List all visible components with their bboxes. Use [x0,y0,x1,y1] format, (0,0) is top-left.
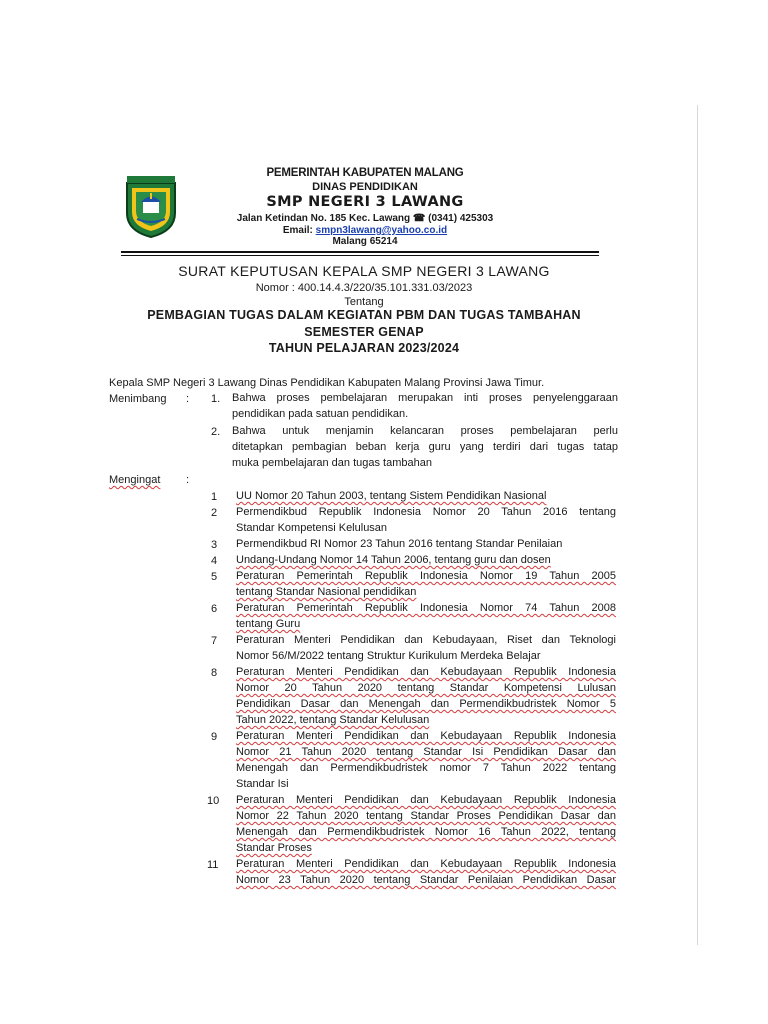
letterhead-divider-thin [121,255,599,256]
decree-title: SURAT KEPUTUSAN KEPALA SMP NEGERI 3 LAWANG [178,263,550,279]
mengingat-label: Mengingat [109,474,161,486]
mengingat-5-line-2: tentang Standar Nasional pendidikan [236,586,417,598]
mengingat-9-line-1: Peraturan Menteri Pendidikan dan Kebudayaan Republik Indonesia [236,730,616,742]
menimbang-2-line-1: Bahwa untuk menjamin kelancaran proses pembelajaran perlu [232,425,618,437]
mengingat-10-line-4: Standar Proses [236,842,312,854]
opening-statement: Kepala SMP Negeri 3 Lawang Dinas Pendidikan Kabupaten Malang Provinsi Jawa Timur. [109,377,545,389]
mengingat-8-line-4: Tahun 2022, tentang Standar Kelulusan [236,714,430,726]
mengingat-10-line-3: Menengah dan Permendikbudristek Nomor 16 Tahun 2022, tentang [236,826,616,838]
mengingat-11-line-1: Peraturan Menteri Pendidikan dan Kebudayaan Republik Indonesia [236,858,616,870]
menimbang-item-2 [232,423,618,471]
mengingat-8-line-2: Nomor 20 Tahun 2020 tentang Standar Kompetensi Lulusan [236,682,616,694]
mengingat-7-line-2: Nomor 56/M/2022 tentang Struktur Kurikulum Merdeka Belajar [236,650,541,662]
menimbang-item-1 [232,390,618,422]
mengingat-item-6 [236,600,616,632]
mengingat-item-5 [236,568,616,600]
letterhead-school-name: SMP NEGERI 3 LAWANG [266,194,464,210]
mengingat-num-3: 3 [211,539,218,551]
mengingat-item-8 [236,664,616,728]
mengingat-item-1 [236,488,616,504]
mengingat-10-line-2: Nomor 22 Tahun 2020 tentang Standar Proses Pendidikan Dasar dan [236,810,616,822]
mengingat-item-7 [236,632,616,664]
menimbang-num-1: 1. [211,393,221,405]
page-edge-line [697,105,698,945]
mengingat-item-11 [236,856,616,888]
mengingat-item-9 [236,728,616,792]
mengingat-num-8: 8 [211,667,218,679]
menimbang-colon: : [186,393,190,405]
menimbang-1-line-1: Bahwa proses pembelajaran merupakan inti proses penyelenggaraan [232,392,618,404]
letterhead-government: PEMERINTAH KABUPATEN MALANG [266,167,464,179]
mengingat-10-line-1: Peraturan Menteri Pendidikan dan Kebudayaan Republik Indonesia [236,794,616,806]
menimbang-2-line-3: muka pembelajaran dan tugas tambahan [232,457,432,469]
decree-subject-line-3: TAHUN PELAJARAN 2023/2024 [268,341,460,355]
decree-tentang: Tentang [344,296,384,308]
mengingat-5-line-1: Peraturan Pemerintah Republik Indonesia Nomor 19 Tahun 2005 [236,570,616,582]
mengingat-11-line-2: Nomor 23 Tahun 2020 tentang Standar Penilaian Pendidikan Dasar [236,874,616,886]
mengingat-item-2 [236,504,616,536]
mengingat-colon: : [186,474,190,486]
menimbang-2-line-2: ditetapkan pembagian beban kerja guru yang terdiri dari tugas tatap [232,441,618,453]
mengingat-num-4: 4 [211,555,218,567]
decree-subject-line-1: PEMBAGIAN TUGAS DALAM KEGIATAN PBM DAN TUGAS TAMBAHAN [147,308,581,322]
mengingat-6-line-2: tentang Guru [236,618,301,630]
mengingat-2-line-1: Permendikbud Republik Indonesia Nomor 20 Tahun 2016 tentang [236,506,616,518]
mengingat-8-line-3: Pendidikan Dasar dan Menengah dan Permendikbudristek Nomor 5 [236,698,616,710]
mengingat-num-11: 11 [207,859,219,871]
mengingat-num-9: 9 [211,731,218,743]
letterhead-address: Jalan Ketindan No. 185 Kec. Lawang ☎ (0341) 425303 [236,213,494,224]
mengingat-num-6: 6 [211,603,218,615]
letterhead-divider-thick [121,251,599,253]
mengingat-num-10: 10 [207,795,220,807]
mengingat-9-line-2: Nomor 21 Tahun 2020 tentang Standar Isi Pendidikan Dasar dan [236,746,616,758]
email-link[interactable]: smpn3lawang@yahoo.co.id [315,225,448,236]
mengingat-2-line-2: Standar Kompetensi Kelulusan [236,522,388,534]
menimbang-num-2: 2. [211,426,221,438]
letterhead-email-line [180,225,550,236]
mengingat-item-3 [236,536,616,552]
kabupaten-malang-logo-icon [123,175,179,239]
mengingat-num-5: 5 [211,571,218,583]
decree-subject-line-2: SEMESTER GENAP [304,325,424,339]
mengingat-8-line-1: Peraturan Menteri Pendidikan dan Kebudayaan Republik Indonesia [236,666,616,678]
letterhead-city: Malang 65214 [332,236,398,247]
decree-number: Nomor : 400.14.4.3/220/35.101.331.03/2023 [255,282,473,294]
mengingat-1-line-1: UU Nomor 20 Tahun 2003, tentang Sistem Pendidikan Nasional [236,490,547,502]
email-label: Email: [282,225,313,236]
mengingat-7-line-1: Peraturan Menteri Pendidikan dan Kebudayaan, Riset dan Teknologi [236,634,616,646]
mengingat-num-2: 2 [211,507,218,519]
mengingat-9-line-4: Standar Isi [236,778,289,790]
mengingat-9-line-3: Menengah dan Permendikbudristek nomor 7 Tahun 2022 tentang [236,762,616,774]
mengingat-6-line-1: Peraturan Pemerintah Republik Indonesia Nomor 74 Tahun 2008 [236,602,616,614]
mengingat-3-line-1: Permendikbud RI Nomor 23 Tahun 2016 tentang Standar Penilaian [236,538,563,550]
mengingat-num-7: 7 [211,635,218,647]
menimbang-1-line-2: pendidikan pada satuan pendidikan. [232,408,409,420]
mengingat-item-10 [236,792,616,856]
menimbang-label: Menimbang [109,393,167,405]
mengingat-num-1: 1 [211,491,218,503]
letterhead-department: DINAS PENDIDIKAN [312,181,418,193]
mengingat-item-4 [236,552,616,568]
mengingat-4-line-1: Undang-Undang Nomor 14 Tahun 2006, tentang guru dan dosen [236,554,551,566]
